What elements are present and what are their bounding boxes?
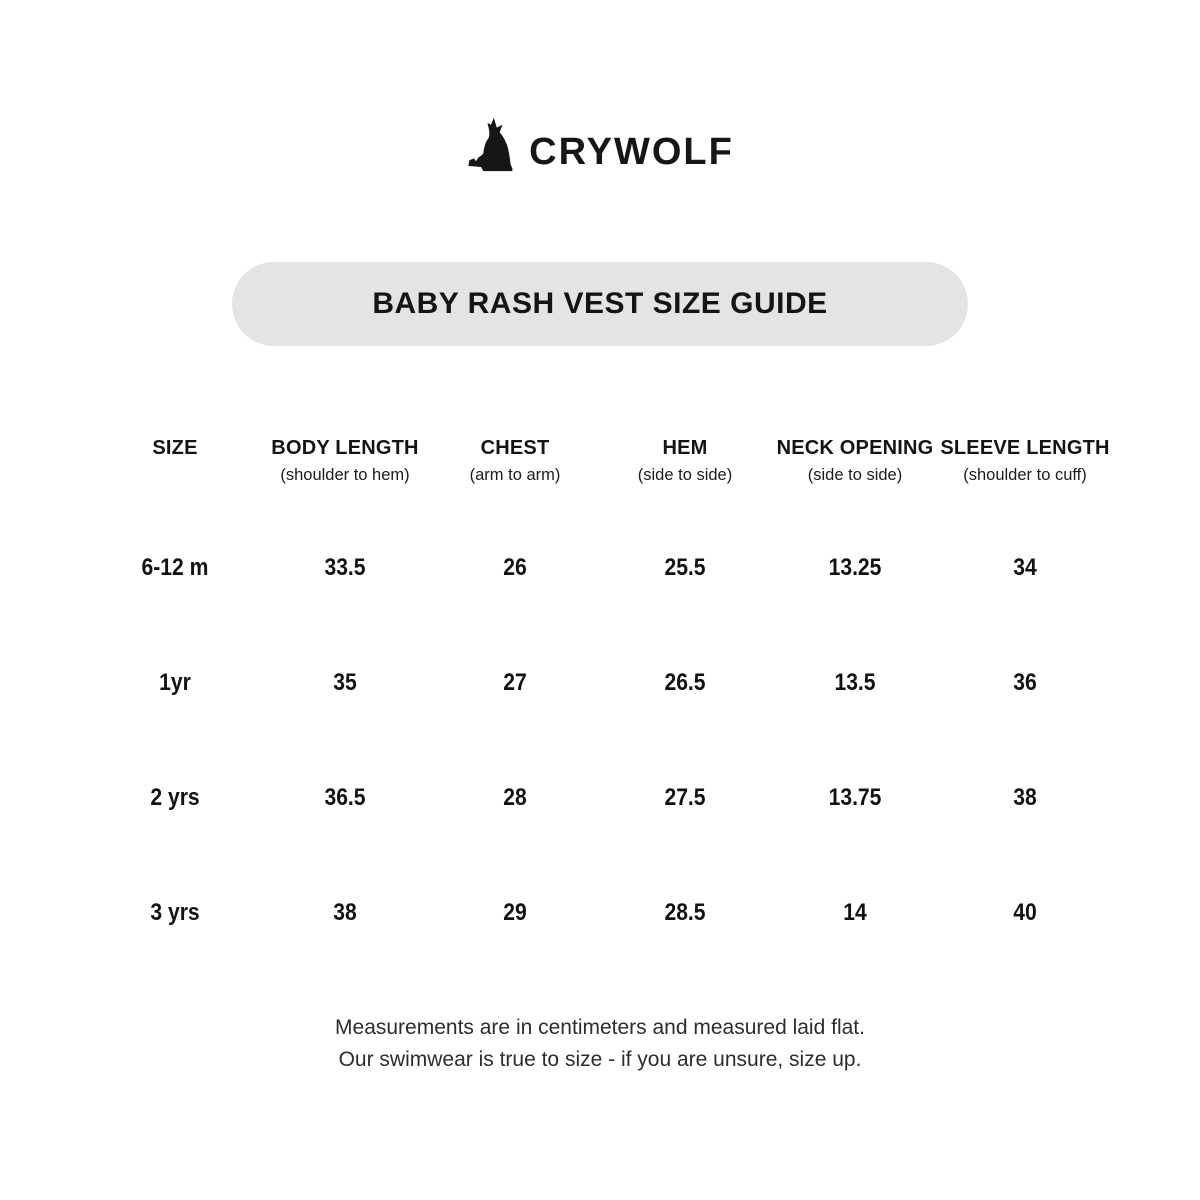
size-label: 2 yrs (150, 783, 200, 811)
size-label: 1yr (159, 668, 191, 696)
table-row-6-12m (90, 510, 1110, 625)
sleeve-length: 36 (1013, 668, 1037, 696)
neck-opening: 13.5 (834, 668, 876, 696)
hem: 27.5 (664, 783, 706, 811)
body-length: 38 (333, 898, 357, 926)
measurement-note (0, 1012, 1200, 1076)
sleeve-length: 40 (1013, 898, 1037, 926)
chest: 28 (503, 783, 527, 811)
hem: 26.5 (664, 668, 706, 696)
column-header-sleeve-length: SLEEVE LENGTH (shoulder to cuff) (940, 437, 1110, 484)
neck-opening: 14 (843, 898, 867, 926)
chest: 27 (503, 668, 527, 696)
table-row-1yr (90, 625, 1110, 740)
chest: 29 (503, 898, 527, 926)
size-label: 3 yrs (150, 898, 200, 926)
sleeve-length: 34 (1013, 553, 1037, 581)
brand-name: CRYWOLF (529, 131, 734, 173)
page-title: BABY RASH VEST SIZE GUIDE (372, 287, 828, 320)
table-row-2yrs (90, 740, 1110, 855)
column-header-size: SIZE (152, 437, 198, 459)
table-header-row (90, 437, 1110, 485)
table-row-3yrs (90, 855, 1110, 970)
hem: 28.5 (664, 898, 706, 926)
column-header-hem: HEM (side to side) (637, 437, 733, 484)
brand-logo (0, 108, 1200, 174)
size-label: 6-12 m (141, 553, 209, 581)
body-length: 36.5 (324, 783, 366, 811)
column-header-chest: CHEST (arm to arm) (469, 437, 561, 484)
column-header-neck-opening: NECK OPENING (side to side) (776, 437, 934, 484)
size-guide-title-pill (232, 262, 968, 346)
column-header-body-length: BODY LENGTH (shoulder to hem) (271, 437, 419, 484)
wolf-howling-icon (466, 116, 524, 174)
neck-opening: 13.25 (828, 553, 882, 581)
note-line-1: Measurements are in centimeters and measured laid flat. (335, 1016, 865, 1039)
hem: 25.5 (664, 553, 706, 581)
sleeve-length: 38 (1013, 783, 1037, 811)
neck-opening: 13.75 (828, 783, 882, 811)
body-length: 33.5 (324, 553, 366, 581)
note-line-2: Our swimwear is true to size - if you are unsure, size up. (338, 1048, 862, 1071)
body-length: 35 (333, 668, 357, 696)
chest: 26 (503, 553, 527, 581)
table-body (90, 510, 1110, 970)
